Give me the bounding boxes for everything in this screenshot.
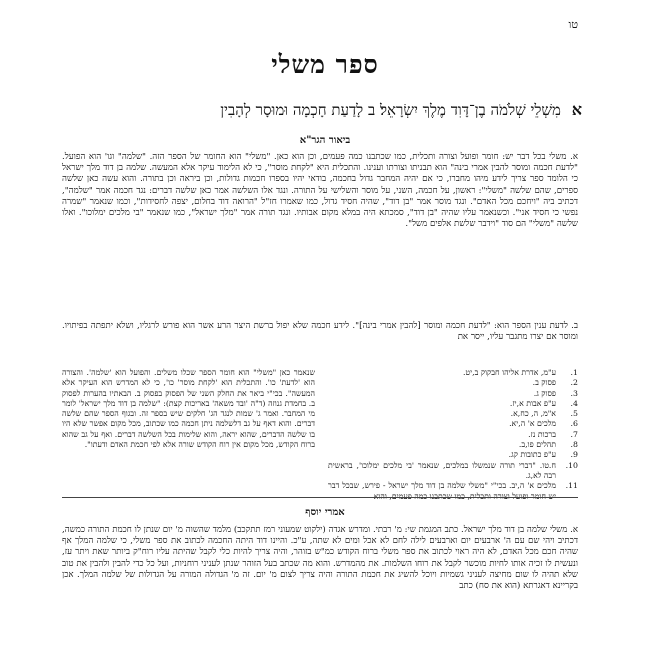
yosef-paragraph: א. משלי שלמה בן דוד מלך ישראל. כתב המגמת שי: מ' רבתי. ומדרש אגדה (ילקוט שמעוני רמז תתקכב) מלמד שהשוה מ' יום שנתן לו חכמת התורה כמשה, דכתיב ויהי שם עם ה' ארבעים יום וארבעים לילה לחם לא אכל ומים לא שתה, ע"כ. והיינו דוד היתה החכמה לכתוב את ספר משלי, כי שלמה המלך אף שהיה חכם מכל האדם, לא היה ראוי לכתוב את ספר משלי ברוח הקודש כמ"ש בזוהר, והיה צריך להיות כלי לקבל שהיתה עליו רוח"ק ביותר שאת ויתר עז, ונעשית לו זכיה אותו לחיות מוכשר לקבל את רוחו השלמות. את מהמדרש. והוא מה שכתב בעל הזוהר שנתן לעניני רוחניות, ועל כל כדי להבין ולהבין את טוב שלא תהיה לו שום מחיצה לעניני גשמיות ויוכל להשיג את חכמת התורה והיה צריך לצום מ' יום. זה מ' הגדולה המורה על הגדולות של שלמה המלך. אכן בקריינא דאגרתא (הוא את סח) כתב (62, 525, 578, 592)
footnotes-right-column (328, 368, 578, 501)
biur-heading: ביאור הגר"א (299, 135, 351, 146)
page-number: טו (568, 18, 578, 31)
biur-paragraph-a: א. משלי בכל דבר יש: חומר ופועל וצורה ותכלית, כמו שכתבנו כמה פעמים, וכן הוא כאן. "משלי" הוא החומר של הספר הזה. "שלמה" וגו' הוא הפועל. "לדעת חכמה ומוסר להבין אמרי בינה" הוא תבניתו וצורתו וענינו. והתכלית היא "לקחת מוסר", כי לא הלימוד עיקר אלא המעשה. שלמה בן דוד מלך ישראל כי הלומד ספר צריך לידע מיהו מחברו, כי אם יהיה המחבר גדול בחכמה, בודאי יהיו בספרו חכמות גדולות, וכן ביראה וכן בתורה. והוא עשה כאן שלשה ספרים, שהם שלשה "משלי": ראשון, על חכמה, השני, על מוסר והשלישי על התורה. ונגד אלו השלשה אמר כאן שלשה דברים: נגד חכמה אמר "שלמה", דכתיב ביה "ויחכם מכל האדם". ונגד מוסר אמר "בן דוד", שהיה חסיד גדול, כמו שאמרו חז"ל "הרואה דוד בחלום, יצפה לחסידות", וכמו שנאמר "שמרה נפשי כי חסיד אני". וכשנאמר עליו שהיה "בן דוד", סמכתא היה במלא מקום אבותיו. ונגד תורה אמר "מלך ישראל", כמו שנאמר "בי מלכים ימלוכו". ואלו שלשה "משלי" הם סוד "וידבר שלשת אלפים משל". (62, 152, 578, 230)
footnote-item: 10. ח.טו. "דברי תורה שנמשלו במלכים, שנאמר 'בי מלכים ימלוכו', בראשית רבה לא,ג. (328, 460, 578, 480)
footnote-item: 7. ברכות נז. (528, 429, 578, 439)
verse-text: מִשְׁלֵי שְׁלֹמֹה בֶן־דָּוִד מֶלֶךְ יִשְׂרָאֵל׃ ב לָדַעַת חָכְמָה וּמוּסָר לְהָבִין (220, 101, 561, 119)
footnote-item: 3. פסוק ג. (533, 388, 578, 398)
footnote-item: 5. א"מ, ה, כח,א. (510, 409, 578, 419)
verse-line (70, 100, 582, 120)
footnote-item: 11. מלכים א' ה,יב. בכי"י "משלי שלמה בן דוד מלך ישראל - פירש, שבכל דבר יש חומר ופועל וצורה ותכלית, כמו שכתבנו כמה פעמים, והוא (328, 481, 578, 501)
footnote-item: 8. תהלים פו,ב. (518, 440, 578, 450)
footnote-item: 1. ע"מ, אדרת אליהו חבקוק ב,יט. (462, 368, 578, 377)
footnote-item: 9. ע"פ כתובות קג. (508, 450, 578, 460)
footnotes-left-column: שנאמר כאן "משלי" הוא חומר הספר שכלו משלים. והפועל הוא 'שלמה'. והצורה הוא 'לדעת' כו'. והתכלית הוא 'לקחת מוסר' כו', כי לא המדרש הוא העיקר אלא המעשה". בכי"י ביאר את החלק השני של הפסוק בפסוק ב. הבאתיו בהערות לפסוק ב. בחמדת גנוזה (ד"ה 'ובד משאה' באריכות קצת): "שלמה בן דוד מלך ישראל' לומר מי המחבר. ואמר ג' שמות לנגד הג' חלקים שיש בספר זה. ובגוף הספר שהם שלשה דברים. והוא דאף על גב דלשלמה ניתן חכמה כמו שכתוב, מכל מקום אפשר שלא היו בו שלשה הדברים, שהוא יראה, והוא שלימות בכל השלשה דברים. ואף על גב שהוא ברוח הקודש, מכל מקום אין רוח הקודש שורה אלא לפי חכמת האדם ודעתו". (62, 368, 315, 450)
footnote-item: 4. ע"פ אבות א,יז. (509, 398, 578, 408)
footnote-item: 2. פסוק ב. (532, 378, 578, 388)
biur-paragraph-b: ב. לדעת ענין הספר הוא: "לדעת חכמה ומוסר [להבין אמרי בינה]". לידע חכמה שלא יפול ברשת היצר הרע אשר הוא פורש לרגליו, ושלא יתפתה בפיתויו. ומוסר אם יצרו מתגבר עליו, ייסר את (62, 321, 578, 343)
yosef-heading: אמרי יוסף (305, 507, 345, 518)
verse-number: א (571, 100, 582, 119)
footnote-item: 6. מלכים א' ה,יא. (509, 419, 578, 429)
section-divider (62, 497, 578, 498)
book-title: ספר משלי (271, 50, 379, 79)
